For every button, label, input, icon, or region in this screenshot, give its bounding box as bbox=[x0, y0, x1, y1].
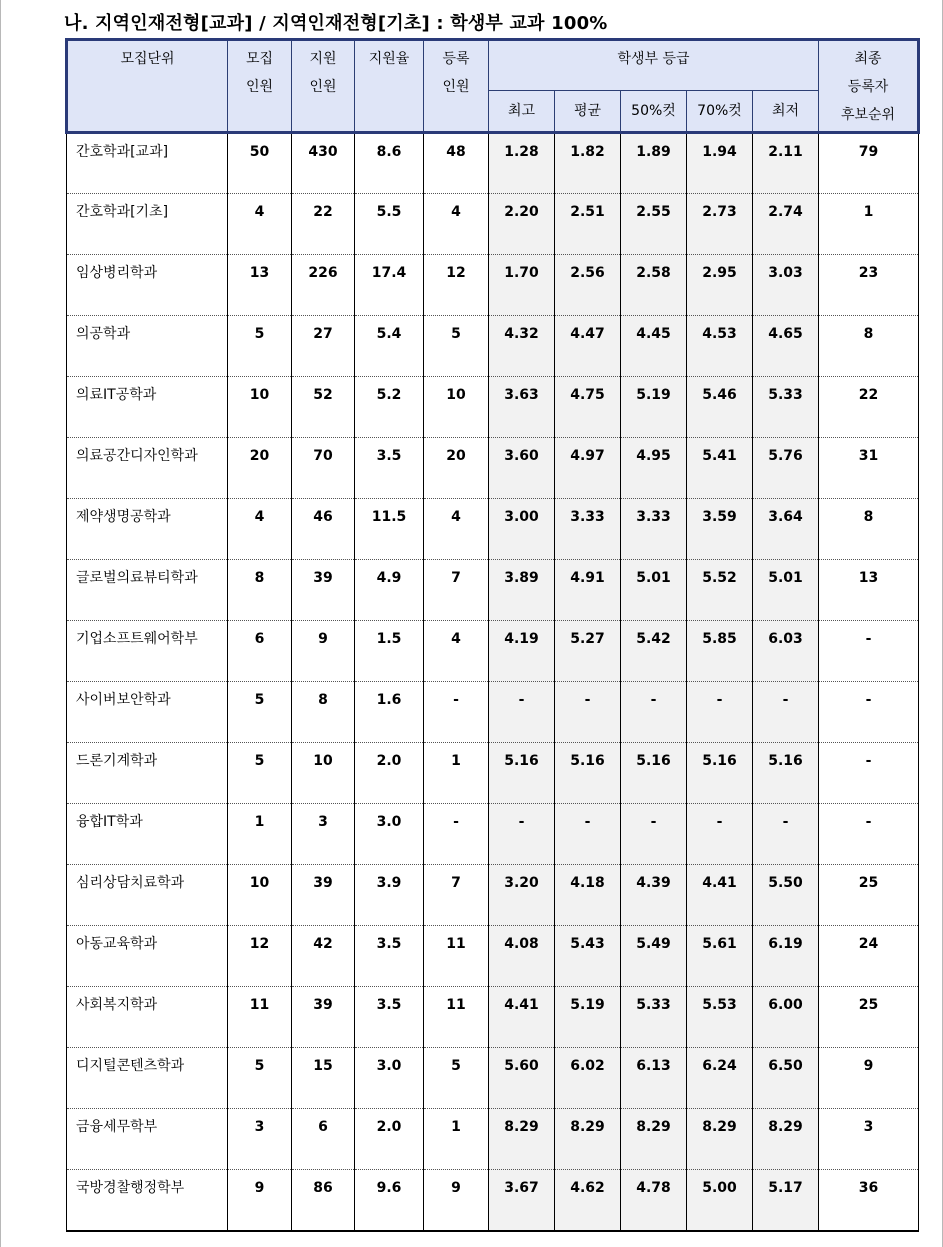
final-rank: 22 bbox=[819, 377, 919, 438]
grade-min: 5.50 bbox=[753, 865, 819, 926]
apply-rate: 8.6 bbox=[355, 133, 424, 194]
grade-avg: 2.51 bbox=[555, 194, 621, 255]
apply-count: 70 bbox=[292, 438, 355, 499]
grade-avg: 5.43 bbox=[555, 926, 621, 987]
apply-rate: 17.4 bbox=[355, 255, 424, 316]
unit-name: 글로벌의료뷰티학과 bbox=[67, 560, 228, 621]
grade-max: - bbox=[489, 682, 555, 743]
grade-50cut: 4.95 bbox=[621, 438, 687, 499]
apply-rate: 3.0 bbox=[355, 1048, 424, 1109]
grade-70cut: 2.73 bbox=[687, 194, 753, 255]
grade-50cut: 5.01 bbox=[621, 560, 687, 621]
grade-min: 8.29 bbox=[753, 1109, 819, 1170]
grade-70cut: 5.41 bbox=[687, 438, 753, 499]
enroll-count: 11 bbox=[424, 926, 489, 987]
grade-min: - bbox=[753, 682, 819, 743]
header-apply bbox=[292, 40, 355, 133]
apply-rate: 11.5 bbox=[355, 499, 424, 560]
grade-70cut: 4.41 bbox=[687, 865, 753, 926]
header-grade-50cut: 50%컷 bbox=[621, 90, 687, 132]
recruit-count: 5 bbox=[228, 682, 292, 743]
final-rank: 25 bbox=[819, 865, 919, 926]
grade-50cut: 5.16 bbox=[621, 743, 687, 804]
header-rate: 지원율 bbox=[355, 40, 424, 133]
recruit-count: 10 bbox=[228, 377, 292, 438]
apply-count: 3 bbox=[292, 804, 355, 865]
grade-max: 3.20 bbox=[489, 865, 555, 926]
grade-70cut: - bbox=[687, 682, 753, 743]
apply-count: 46 bbox=[292, 499, 355, 560]
apply-rate: 4.9 bbox=[355, 560, 424, 621]
grade-avg: 4.47 bbox=[555, 316, 621, 377]
recruit-count: 5 bbox=[228, 743, 292, 804]
grade-min: 6.50 bbox=[753, 1048, 819, 1109]
unit-name: 간호학과[기초] bbox=[67, 194, 228, 255]
recruit-count: 20 bbox=[228, 438, 292, 499]
unit-name: 임상병리학과 bbox=[67, 255, 228, 316]
grade-50cut: 4.39 bbox=[621, 865, 687, 926]
apply-count: 52 bbox=[292, 377, 355, 438]
recruit-count: 50 bbox=[228, 133, 292, 194]
recruit-count: 10 bbox=[228, 865, 292, 926]
grade-max: - bbox=[489, 804, 555, 865]
grade-50cut: 4.78 bbox=[621, 1170, 687, 1231]
final-rank: - bbox=[819, 743, 919, 804]
enroll-count: 5 bbox=[424, 316, 489, 377]
grade-50cut: 2.55 bbox=[621, 194, 687, 255]
table-row bbox=[67, 255, 919, 316]
header-grade-min: 최저 bbox=[753, 90, 819, 132]
grade-50cut: 6.13 bbox=[621, 1048, 687, 1109]
enroll-count: 4 bbox=[424, 499, 489, 560]
grade-min: 3.03 bbox=[753, 255, 819, 316]
grade-avg: 2.56 bbox=[555, 255, 621, 316]
enroll-count: 10 bbox=[424, 377, 489, 438]
unit-name: 심리상담치료학과 bbox=[67, 865, 228, 926]
grade-avg: 5.27 bbox=[555, 621, 621, 682]
apply-rate: 3.9 bbox=[355, 865, 424, 926]
enroll-count: 7 bbox=[424, 560, 489, 621]
final-rank: 79 bbox=[819, 133, 919, 194]
recruit-count: 8 bbox=[228, 560, 292, 621]
final-rank: 24 bbox=[819, 926, 919, 987]
enroll-count: 5 bbox=[424, 1048, 489, 1109]
grade-70cut: 5.85 bbox=[687, 621, 753, 682]
grade-avg: 1.82 bbox=[555, 133, 621, 194]
grade-70cut: 8.29 bbox=[687, 1109, 753, 1170]
apply-rate: 3.5 bbox=[355, 438, 424, 499]
final-rank: 9 bbox=[819, 1048, 919, 1109]
header-enroll-line1: 등록 bbox=[442, 51, 470, 67]
header-apply-line1: 지원 bbox=[309, 51, 337, 67]
apply-rate: 2.0 bbox=[355, 743, 424, 804]
grade-min: 2.11 bbox=[753, 133, 819, 194]
final-rank: - bbox=[819, 621, 919, 682]
apply-count: 39 bbox=[292, 560, 355, 621]
apply-rate: 2.0 bbox=[355, 1109, 424, 1170]
final-rank: 23 bbox=[819, 255, 919, 316]
page-left-border bbox=[0, 0, 1, 1247]
final-rank: - bbox=[819, 682, 919, 743]
grade-70cut: 4.53 bbox=[687, 316, 753, 377]
enroll-count: 9 bbox=[424, 1170, 489, 1231]
unit-name: 사회복지학과 bbox=[67, 987, 228, 1048]
apply-count: 39 bbox=[292, 987, 355, 1048]
header-enroll-line2: 인원 bbox=[442, 79, 470, 95]
recruit-count: 4 bbox=[228, 499, 292, 560]
grade-avg: 6.02 bbox=[555, 1048, 621, 1109]
grade-min: 6.00 bbox=[753, 987, 819, 1048]
header-grade-70cut: 70%컷 bbox=[687, 90, 753, 132]
grade-70cut: 5.53 bbox=[687, 987, 753, 1048]
apply-count: 430 bbox=[292, 133, 355, 194]
unit-name: 융합IT학과 bbox=[67, 804, 228, 865]
grade-min: 6.03 bbox=[753, 621, 819, 682]
header-grade-avg: 평균 bbox=[555, 90, 621, 132]
apply-rate: 5.2 bbox=[355, 377, 424, 438]
table-row bbox=[67, 194, 919, 255]
recruit-count: 11 bbox=[228, 987, 292, 1048]
grade-max: 4.41 bbox=[489, 987, 555, 1048]
header-recruit bbox=[228, 40, 292, 133]
table-body bbox=[67, 133, 919, 1231]
apply-count: 9 bbox=[292, 621, 355, 682]
recruit-count: 12 bbox=[228, 926, 292, 987]
grade-50cut: 5.42 bbox=[621, 621, 687, 682]
recruit-count: 5 bbox=[228, 1048, 292, 1109]
table-row bbox=[67, 1109, 919, 1170]
header-apply-line2: 인원 bbox=[309, 79, 337, 95]
apply-rate: 3.0 bbox=[355, 804, 424, 865]
grade-50cut: 5.19 bbox=[621, 377, 687, 438]
grade-min: 2.74 bbox=[753, 194, 819, 255]
grade-min: 5.01 bbox=[753, 560, 819, 621]
grade-70cut: 5.16 bbox=[687, 743, 753, 804]
grade-70cut: 2.95 bbox=[687, 255, 753, 316]
header-grade-max: 최고 bbox=[489, 90, 555, 132]
grade-max: 4.08 bbox=[489, 926, 555, 987]
unit-name: 금융세무학부 bbox=[67, 1109, 228, 1170]
grade-70cut: 5.52 bbox=[687, 560, 753, 621]
unit-name: 디지털콘텐츠학과 bbox=[67, 1048, 228, 1109]
table-header bbox=[67, 40, 919, 133]
grade-min: 5.76 bbox=[753, 438, 819, 499]
final-rank: 3 bbox=[819, 1109, 919, 1170]
unit-name: 국방경찰행정학부 bbox=[67, 1170, 228, 1231]
table-row bbox=[67, 804, 919, 865]
recruit-count: 13 bbox=[228, 255, 292, 316]
grade-50cut: 3.33 bbox=[621, 499, 687, 560]
grade-max: 3.67 bbox=[489, 1170, 555, 1231]
grade-70cut: 5.00 bbox=[687, 1170, 753, 1231]
enroll-count: - bbox=[424, 682, 489, 743]
final-rank: 8 bbox=[819, 499, 919, 560]
grade-70cut: 6.24 bbox=[687, 1048, 753, 1109]
header-recruit-line2: 인원 bbox=[245, 79, 274, 95]
enroll-count: 1 bbox=[424, 743, 489, 804]
grade-max: 4.19 bbox=[489, 621, 555, 682]
apply-count: 15 bbox=[292, 1048, 355, 1109]
grade-avg: 4.75 bbox=[555, 377, 621, 438]
recruit-count: 9 bbox=[228, 1170, 292, 1231]
section-title: 나. 지역인재전형[교과] / 지역인재전형[기초] : 학생부 교과 100% bbox=[64, 13, 608, 34]
table-row bbox=[67, 377, 919, 438]
grade-50cut: 5.49 bbox=[621, 926, 687, 987]
unit-name: 제약생명공학과 bbox=[67, 499, 228, 560]
grade-avg: 3.33 bbox=[555, 499, 621, 560]
apply-rate: 5.5 bbox=[355, 194, 424, 255]
apply-rate: 9.6 bbox=[355, 1170, 424, 1231]
grade-max: 3.60 bbox=[489, 438, 555, 499]
grade-50cut: 2.58 bbox=[621, 255, 687, 316]
apply-rate: 3.5 bbox=[355, 926, 424, 987]
final-rank: 31 bbox=[819, 438, 919, 499]
final-rank: 25 bbox=[819, 987, 919, 1048]
recruit-count: 4 bbox=[228, 194, 292, 255]
unit-name: 의공학과 bbox=[67, 316, 228, 377]
header-final-line2: 등록자 bbox=[847, 79, 889, 95]
enroll-count: 48 bbox=[424, 133, 489, 194]
grade-avg: 8.29 bbox=[555, 1109, 621, 1170]
header-recruit-line1: 모집 bbox=[245, 51, 274, 67]
table-row bbox=[67, 865, 919, 926]
grade-max: 1.28 bbox=[489, 133, 555, 194]
grade-max: 8.29 bbox=[489, 1109, 555, 1170]
table-row bbox=[67, 438, 919, 499]
table-row bbox=[67, 621, 919, 682]
final-rank: 13 bbox=[819, 560, 919, 621]
apply-rate: 1.6 bbox=[355, 682, 424, 743]
header-final bbox=[819, 40, 919, 133]
table-row bbox=[67, 133, 919, 194]
grade-max: 1.70 bbox=[489, 255, 555, 316]
apply-count: 86 bbox=[292, 1170, 355, 1231]
apply-count: 8 bbox=[292, 682, 355, 743]
apply-rate: 1.5 bbox=[355, 621, 424, 682]
unit-name: 아동교육학과 bbox=[67, 926, 228, 987]
final-rank: - bbox=[819, 804, 919, 865]
grade-50cut: - bbox=[621, 682, 687, 743]
apply-count: 6 bbox=[292, 1109, 355, 1170]
table-row bbox=[67, 682, 919, 743]
grade-min: 5.16 bbox=[753, 743, 819, 804]
grade-avg: - bbox=[555, 682, 621, 743]
header-enroll bbox=[424, 40, 489, 133]
recruit-count: 6 bbox=[228, 621, 292, 682]
table-row bbox=[67, 926, 919, 987]
grade-max: 5.60 bbox=[489, 1048, 555, 1109]
enroll-count: - bbox=[424, 804, 489, 865]
table-row bbox=[67, 316, 919, 377]
grade-max: 2.20 bbox=[489, 194, 555, 255]
unit-name: 드론기계학과 bbox=[67, 743, 228, 804]
grade-avg: 4.62 bbox=[555, 1170, 621, 1231]
grade-min: 5.33 bbox=[753, 377, 819, 438]
grade-avg: 4.97 bbox=[555, 438, 621, 499]
table-row bbox=[67, 560, 919, 621]
table-row bbox=[67, 987, 919, 1048]
recruit-count: 1 bbox=[228, 804, 292, 865]
enroll-count: 7 bbox=[424, 865, 489, 926]
grade-min: 5.17 bbox=[753, 1170, 819, 1231]
grade-max: 5.16 bbox=[489, 743, 555, 804]
grade-max: 3.89 bbox=[489, 560, 555, 621]
apply-count: 22 bbox=[292, 194, 355, 255]
recruit-count: 5 bbox=[228, 316, 292, 377]
apply-count: 39 bbox=[292, 865, 355, 926]
grade-50cut: 5.33 bbox=[621, 987, 687, 1048]
unit-name: 사이버보안학과 bbox=[67, 682, 228, 743]
grade-avg: 5.19 bbox=[555, 987, 621, 1048]
apply-count: 226 bbox=[292, 255, 355, 316]
enroll-count: 4 bbox=[424, 621, 489, 682]
enroll-count: 12 bbox=[424, 255, 489, 316]
grade-50cut: 8.29 bbox=[621, 1109, 687, 1170]
grade-max: 3.00 bbox=[489, 499, 555, 560]
grade-min: - bbox=[753, 804, 819, 865]
grade-50cut: - bbox=[621, 804, 687, 865]
grade-avg: 4.18 bbox=[555, 865, 621, 926]
enroll-count: 20 bbox=[424, 438, 489, 499]
grade-min: 4.65 bbox=[753, 316, 819, 377]
header-grade-group: 학생부 등급 bbox=[489, 40, 819, 91]
unit-name: 의료IT공학과 bbox=[67, 377, 228, 438]
recruit-count: 3 bbox=[228, 1109, 292, 1170]
header-final-line3: 후보순위 bbox=[840, 107, 896, 123]
unit-name: 기업소프트웨어학부 bbox=[67, 621, 228, 682]
final-rank: 1 bbox=[819, 194, 919, 255]
enroll-count: 1 bbox=[424, 1109, 489, 1170]
grade-50cut: 1.89 bbox=[621, 133, 687, 194]
grade-70cut: 1.94 bbox=[687, 133, 753, 194]
header-unit: 모집단위 bbox=[67, 40, 228, 133]
grade-70cut: 3.59 bbox=[687, 499, 753, 560]
table-row bbox=[67, 1170, 919, 1231]
header-final-line1: 최종 bbox=[854, 51, 882, 67]
grade-avg: 5.16 bbox=[555, 743, 621, 804]
final-rank: 8 bbox=[819, 316, 919, 377]
unit-name: 간호학과[교과] bbox=[67, 133, 228, 194]
grade-50cut: 4.45 bbox=[621, 316, 687, 377]
enroll-count: 11 bbox=[424, 987, 489, 1048]
grade-max: 3.63 bbox=[489, 377, 555, 438]
table-row bbox=[67, 1048, 919, 1109]
enroll-count: 4 bbox=[424, 194, 489, 255]
grade-min: 3.64 bbox=[753, 499, 819, 560]
grade-70cut: - bbox=[687, 804, 753, 865]
table-row bbox=[67, 499, 919, 560]
grade-avg: - bbox=[555, 804, 621, 865]
admission-results-table bbox=[65, 38, 920, 1232]
apply-rate: 3.5 bbox=[355, 987, 424, 1048]
grade-70cut: 5.61 bbox=[687, 926, 753, 987]
apply-count: 42 bbox=[292, 926, 355, 987]
unit-name: 의료공간디자인학과 bbox=[67, 438, 228, 499]
grade-70cut: 5.46 bbox=[687, 377, 753, 438]
apply-count: 27 bbox=[292, 316, 355, 377]
apply-count: 10 bbox=[292, 743, 355, 804]
grade-min: 6.19 bbox=[753, 926, 819, 987]
final-rank: 36 bbox=[819, 1170, 919, 1231]
grade-max: 4.32 bbox=[489, 316, 555, 377]
grade-avg: 4.91 bbox=[555, 560, 621, 621]
table-row bbox=[67, 743, 919, 804]
apply-rate: 5.4 bbox=[355, 316, 424, 377]
